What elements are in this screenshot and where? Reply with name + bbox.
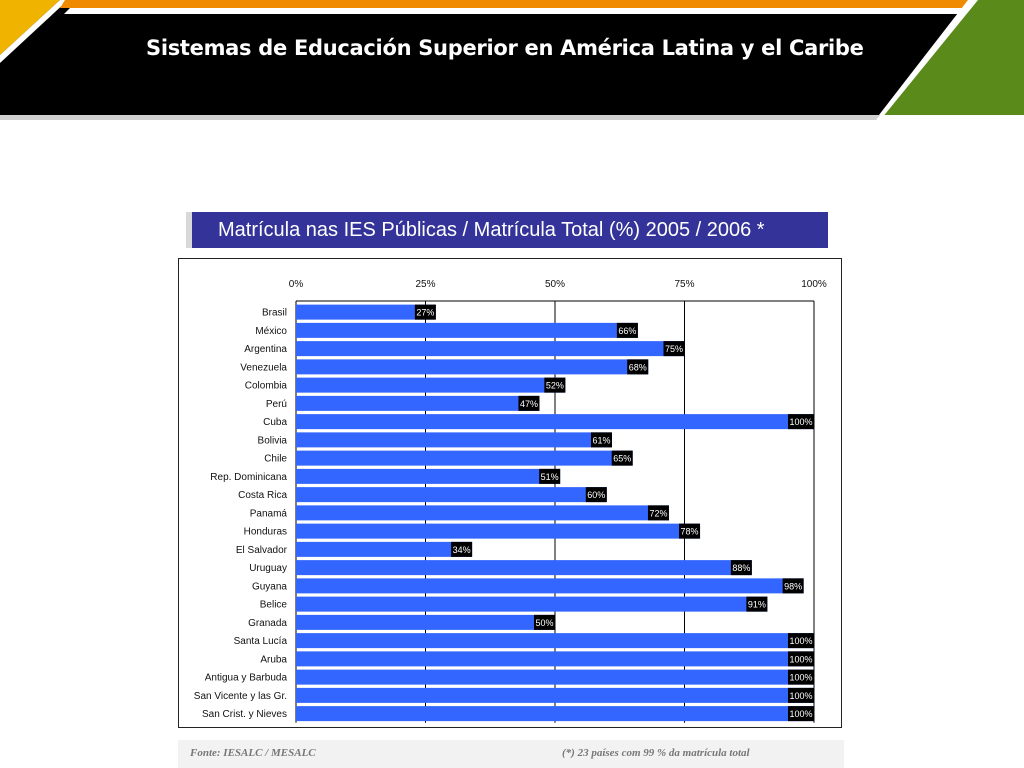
value-label: 72% [649, 508, 668, 519]
value-label: 98% [784, 581, 803, 592]
bar [296, 341, 685, 356]
footer-source: Fonte: IESALC / MESALC [190, 747, 316, 759]
category-label: Guyana [251, 581, 287, 593]
value-label: 61% [592, 435, 611, 446]
category-label: El Salvador [235, 544, 287, 556]
bar [296, 359, 648, 374]
category-label: Venezuela [240, 362, 287, 374]
category-label: Colombia [244, 380, 287, 392]
category-label: Brasil [261, 307, 287, 319]
chart-title: Matrícula nas IES Públicas / Matrícula Total (%) 2005 / 2006 * [218, 219, 765, 241]
value-label: 47% [519, 398, 538, 409]
category-label: Rep. Dominicana [210, 471, 287, 483]
bar [296, 487, 607, 502]
category-label: San Vicente y las Gr. [193, 690, 287, 702]
value-label: 66% [618, 325, 637, 336]
x-tick-label: 50% [544, 279, 566, 290]
value-label: 34% [452, 544, 471, 555]
value-label: 88% [732, 563, 751, 574]
bar [296, 706, 814, 721]
bar [296, 651, 814, 666]
bar [296, 505, 669, 520]
category-label: Panamá [249, 508, 287, 520]
bar [296, 597, 767, 612]
bar [296, 396, 539, 411]
value-label: 60% [587, 490, 606, 501]
category-label: Argentina [244, 344, 287, 356]
category-label: Granada [248, 617, 287, 629]
value-label: 100% [789, 690, 813, 701]
category-label: Uruguay [249, 563, 287, 575]
bar [296, 633, 814, 648]
value-label: 27% [416, 307, 435, 318]
footer-note: (*) 23 países com 99 % da matrícula total [562, 747, 750, 759]
value-label: 100% [789, 654, 813, 665]
bar [296, 323, 638, 338]
category-label: Aruba [260, 654, 287, 666]
category-label: Costa Rica [238, 490, 287, 502]
category-label: Honduras [243, 526, 287, 538]
bar [296, 615, 555, 630]
bar [296, 524, 700, 539]
value-label: 65% [613, 453, 632, 464]
value-label: 68% [628, 362, 647, 373]
bar [296, 469, 560, 484]
x-tick-label: 0% [288, 279, 304, 290]
bar [296, 542, 472, 557]
chart-area [178, 258, 842, 728]
category-label: Santa Lucía [233, 636, 287, 648]
category-label: Antigua y Barbuda [204, 672, 287, 684]
bar [296, 451, 633, 466]
x-tick-label: 75% [674, 279, 695, 290]
bar [296, 578, 804, 593]
value-label: 75% [664, 344, 684, 355]
category-label: México [255, 325, 287, 337]
category-label: Chile [264, 453, 287, 465]
bar [296, 670, 814, 685]
category-label: Perú [265, 398, 287, 410]
bar [296, 414, 814, 429]
category-label: San Crist. y Nieves [201, 709, 287, 721]
x-tick-label: 100% [801, 279, 827, 290]
value-label: 91% [747, 599, 766, 610]
bar [296, 378, 565, 393]
value-label: 100% [789, 417, 813, 428]
slide-header [0, 0, 1024, 130]
category-label: Cuba [263, 417, 287, 429]
value-label: 100% [789, 709, 813, 720]
bar-chart [179, 259, 843, 729]
category-label: Belice [259, 599, 287, 611]
bar [296, 688, 814, 703]
value-label: 100% [789, 636, 813, 647]
bar [296, 432, 612, 447]
value-label: 51% [540, 471, 559, 482]
slide-title: Sistemas de Educación Superior en América Latina y el Caribe [146, 36, 864, 60]
value-label: 78% [680, 526, 699, 537]
value-label: 52% [545, 380, 564, 391]
value-label: 100% [789, 672, 813, 683]
value-label: 50% [535, 617, 554, 628]
category-label: Bolivia [257, 435, 287, 447]
x-tick-label: 25% [415, 279, 436, 290]
bar [296, 560, 752, 575]
